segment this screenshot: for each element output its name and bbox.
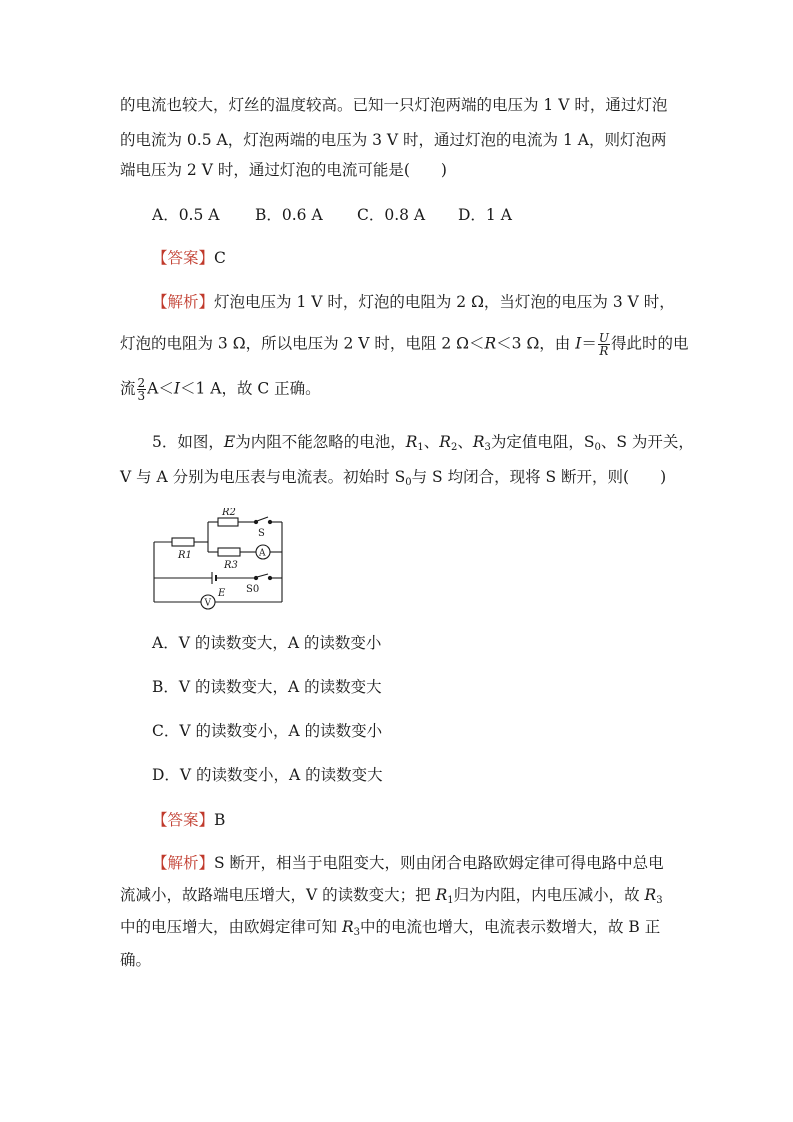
subscript: 3 (353, 927, 360, 938)
analysis-text: 流减小，故路端电压增大，V 的读数变大；把 (120, 886, 436, 904)
subscript: 0 (405, 477, 412, 488)
equals-sign: ＝ (581, 334, 597, 353)
analysis-text: 流 (120, 379, 136, 398)
q5-text: 与 S 均闭合，现将 S 断开，则( ) (411, 468, 667, 486)
subscript: 3 (656, 895, 663, 906)
analysis-text: ＜3 Ω，由 (496, 334, 576, 353)
label-r3: R3 (224, 560, 238, 571)
q5-text-line-1 (152, 432, 694, 458)
resistor-r3 (218, 548, 240, 556)
variable-i: I (575, 334, 582, 353)
subscript: 1 (417, 442, 424, 453)
answer-value: C (214, 249, 226, 267)
analysis-text: 灯泡的电阻为 3 Ω，所以电压为 2 V 时，电阻 2 Ω＜ (120, 334, 485, 353)
label-v: V (204, 598, 211, 609)
variable-e: E (223, 433, 236, 451)
label-a: A (259, 548, 266, 559)
answer-tag: 【答案】 (152, 811, 215, 829)
analysis-tag: 【解析】 (152, 293, 215, 311)
q5-option-c: C．V 的读数变小，A 的读数变小 (152, 722, 383, 740)
q4-option-a: A．0.5 A (152, 206, 220, 224)
label-r1: R1 (178, 550, 192, 561)
q5-text: 、S 为开关， (600, 433, 694, 451)
variable-r3: R (644, 886, 657, 904)
separator: 、 (457, 433, 473, 451)
q4-option-d: D．1 A (458, 206, 512, 224)
variable-r1: R (435, 886, 448, 904)
q5-text: V 与 A 分别为电压表与电流表。初始时 S (120, 468, 406, 486)
fraction-numerator: 2 (137, 376, 146, 390)
answer-value: B (214, 811, 226, 829)
subscript: 1 (447, 895, 454, 906)
q4-option-c: C．0.8 A (357, 206, 426, 224)
q4-text-line-3: 端电压为 2 V 时，通过灯泡的电流可能是( ) (120, 161, 447, 179)
q4-option-b: B．0.6 A (255, 206, 323, 224)
separator: 、 (423, 433, 440, 451)
q4-analysis-line-2 (120, 332, 689, 357)
analysis-text: S 断开，相当于电阻变大，则由闭合电路欧姆定律可得电路中总电 (214, 854, 664, 872)
variable-r: R (484, 334, 497, 353)
variable-r1: R (405, 433, 418, 451)
analysis-text: 得此时的电 (611, 334, 689, 353)
fraction-two-thirds (137, 377, 147, 402)
fraction-numerator: U (598, 331, 609, 345)
variable-r3: R (472, 433, 485, 451)
variable-r2: R (439, 433, 451, 451)
answer-tag: 【答案】 (152, 249, 215, 267)
q4-analysis-line-1 (152, 292, 675, 312)
q4-text-line-1: 的电流也较大，灯丝的温度较高。已知一只灯泡两端的电压为 1 V 时，通过灯泡 (120, 96, 668, 114)
analysis-text: 中的电流也增大，电流表示数增大，故 B 正 (359, 918, 661, 936)
resistor-r2 (218, 518, 238, 526)
label-s: S (258, 528, 265, 539)
switch-s-blade (257, 517, 268, 521)
analysis-text: A＜ (147, 379, 174, 398)
q5-analysis-line-3 (120, 917, 660, 943)
fraction-denominator: R (599, 344, 609, 358)
q5-option-b: B．V 的读数变大，A 的读数变大 (152, 678, 382, 696)
q5-analysis-line-4: 确。 (120, 951, 152, 969)
q5-analysis-line-2 (120, 885, 663, 911)
fraction-u-over-r (598, 332, 610, 357)
q5-text-line-2 (120, 467, 666, 493)
variable-i: I (173, 379, 180, 398)
subscript: 3 (484, 442, 491, 453)
q5-analysis-line-1 (152, 853, 664, 873)
label-s0: S0 (246, 584, 260, 595)
analysis-text: ＜1 A，故 C 正确。 (179, 379, 321, 398)
q5-text: 为内阻不能忽略的电池， (235, 433, 406, 451)
analysis-text: 归为内阻，内电压减小，故 (453, 886, 645, 904)
circuit-diagram (150, 508, 290, 610)
q5-text: 为定值电阻，S (490, 433, 595, 451)
resistor-r1 (172, 538, 194, 546)
switch-s0-blade (257, 574, 268, 577)
q5-option-a: A．V 的读数变大，A 的读数变小 (152, 634, 382, 652)
q4-text-line-2: 的电流为 0.5 A，灯泡两端的电压为 3 V 时，通过灯泡的电流为 1 A，则灯泡两 (120, 131, 667, 149)
q5-option-d: D．V 的读数变小，A 的读数变大 (152, 766, 383, 784)
q4-analysis-line-3 (120, 377, 321, 402)
analysis-text: 灯泡电压为 1 V 时，灯泡的电阻为 2 Ω，当灯泡的电压为 3 V 时， (214, 293, 675, 311)
fraction-denominator: 3 (137, 389, 146, 403)
q4-answer (152, 248, 226, 268)
q5-answer (152, 810, 225, 830)
variable-r3: R (341, 918, 354, 936)
label-r2: R2 (222, 508, 236, 518)
label-e: E (218, 588, 226, 599)
subscript: 0 (594, 442, 601, 453)
q5-text: 5．如图， (152, 433, 224, 451)
analysis-tag: 【解析】 (152, 854, 215, 872)
analysis-text: 中的电压增大，由欧姆定律可知 (120, 918, 342, 936)
subscript: 2 (450, 442, 458, 453)
